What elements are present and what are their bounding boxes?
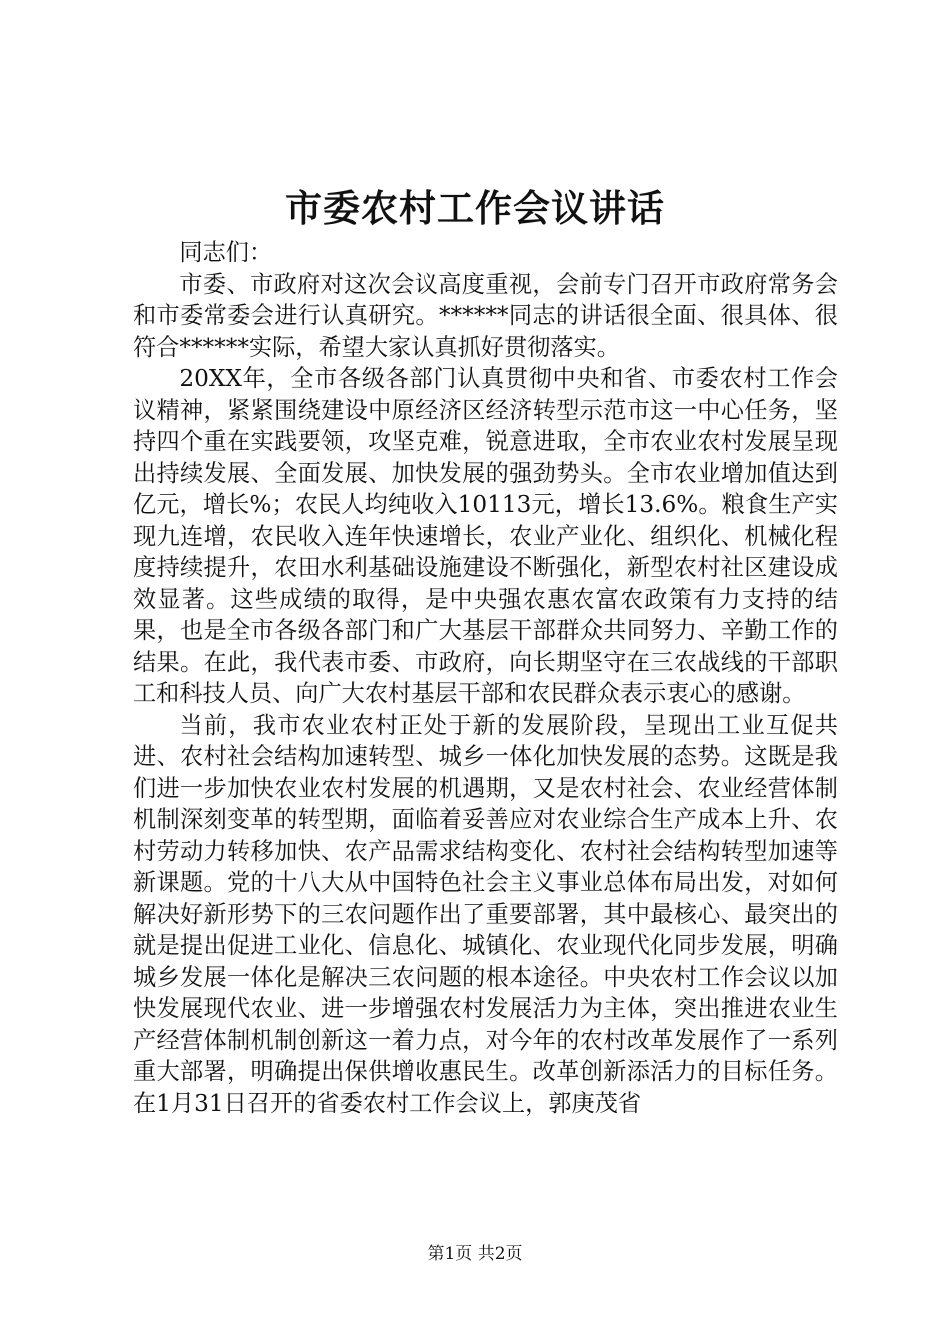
document-body bbox=[133, 237, 838, 1119]
salutation: 同志们： bbox=[179, 239, 273, 266]
paragraph-1: 市委、市政府对这次会议高度重视，会前专门召开市政府常务会和市委常委会进行认真研究。******同志的讲话很全面、很具体、很符合******实际，希望大家认真抓好贯彻落实。 bbox=[133, 270, 838, 361]
paragraph-2: 20XX年，全市各级各部门认真贯彻中央和省、市委农村工作会议精神，紧紧围绕建设中原经济区经济转型示范市这一中心任务，坚持四个重在实践要领，攻坚克难，锐意进取，全市农业农村发展呈现出持续发展、全面发展、加快发展的强劲势头。全市农业增加值达到亿元，增长%；农民人均纯收入10113元，增长13.6%。粮食生产实现九连增，农民收入连年快速增长，农业产业化、组织化、机械化程度持续提升，农田水利基础设施建设不断强化，新型农村社区建设成效显著。这些成绩的取得，是中央强农惠农富农政策有力支持的结果，也是全市各级各部门和广大基层干部群众共同努力、辛勤工作的结果。在此，我代表市委、市政府，向长期坚守在三农战线的干部职工和科技人员、向广大农村基层干部和农民群众表示衷心的感谢。 bbox=[133, 365, 838, 707]
document-title: 市委农村工作会议讲话 bbox=[285, 186, 665, 230]
paragraph-3: 当前，我市农业农村正处于新的发展阶段，呈现出工业互促共进、农村社会结构加速转型、城乡一体化加快发展的态势。这既是我们进一步加快农业农村发展的机遇期，又是农村社会、农业经营体制机制深刻变革的转型期，面临着妥善应对农业综合生产成本上升、农村劳动力转移加快、农产品需求结构变化、农村社会结构转型加速等新课题。党的十八大从中国特色社会主义事业总体布局出发，对如何解决好新形势下的三农问题作出了重要部署，其中最核心、最突出的就是提出促进工业化、信息化、城镇化、农业现代化同步发展，明确城乡发展一体化是解决三农问题的根本途径。中央农村工作会议以加快发展现代农业、进一步增强农村发展活力为主体，突出推进农业生产经营体制机制创新这一着力点，对今年的农村改革发展作了一系列重大部署，明确提出保供增收惠民生。改革创新添活力的目标任务。在1月31日召开的省委农村工作会议上，郭庚茂省 bbox=[133, 711, 838, 1117]
page-footer: 第1页 共2页 bbox=[427, 1244, 523, 1264]
